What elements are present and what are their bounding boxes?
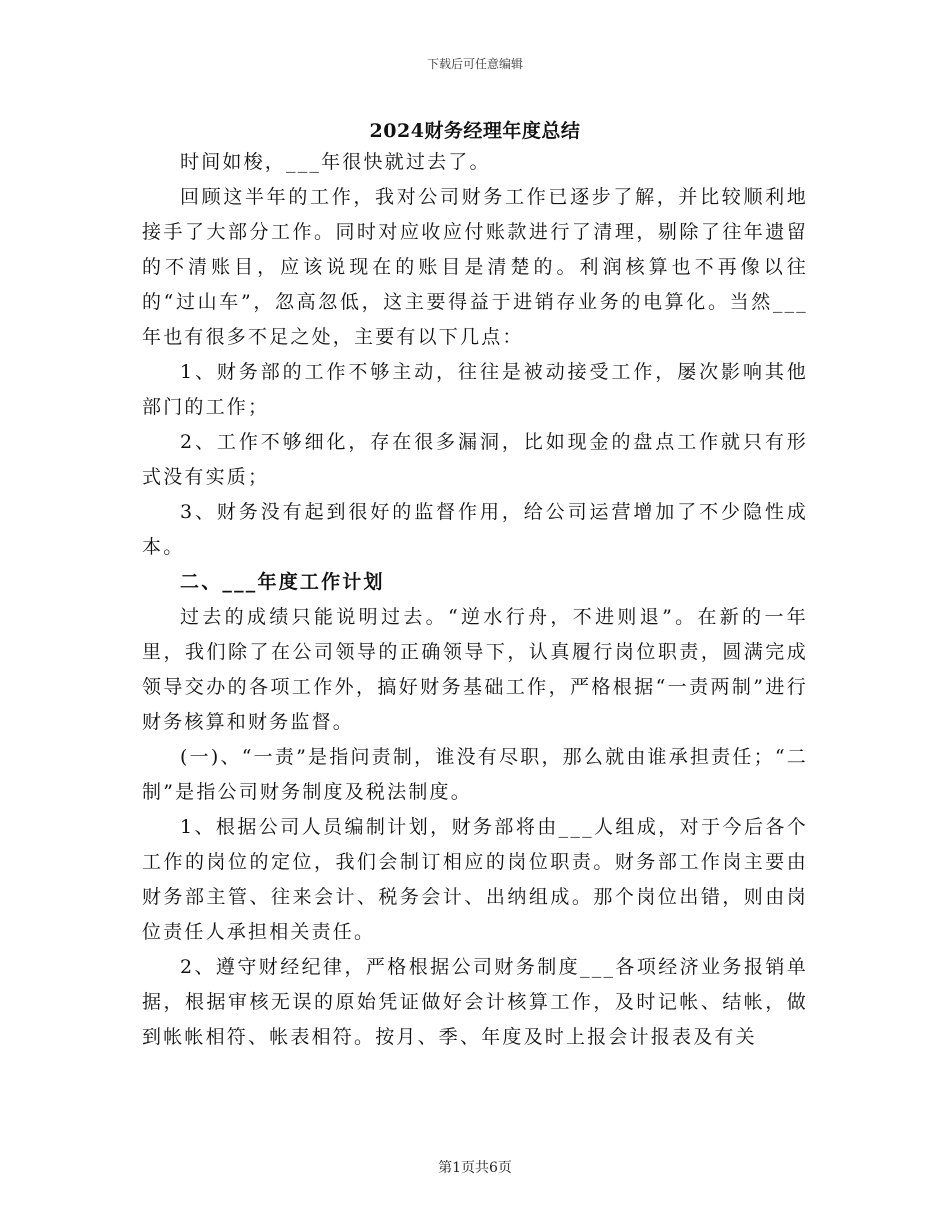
paragraph-staffing: 1、根据公司人员编制计划，财务部将由___人组成，对于今后各个工作的岗位的定位，我们会制订相应的岗位职责。财务部工作岗主要由财务部主管、往来会计、税务会计、出纳组成。那个岗位出错，则由岗位责任人承担相关责任。: [142, 816, 808, 943]
paragraph-plan-intro: 过去的成绩只能说明过去。“逆水行舟，不进则退”。在新的一年里，我们除了在公司领导的正确领导下，认真履行岗位职责，圆满完成领导交办的各项工作外，搞好财务基础工作，严格根据“一责两制”进行财务核算和财务监督。: [142, 606, 808, 733]
document-body: [142, 145, 808, 1055]
paragraph-intro: 时间如梭，___年很快就过去了。: [180, 151, 491, 173]
paragraph-shortcoming-3: 3、财务没有起到很好的监督作用，给公司运营增加了不少隐性成本。: [142, 501, 808, 558]
document-title: 2024财务经理年度总结: [369, 120, 581, 142]
page-header-note: 下载后可任意编辑: [426, 57, 523, 71]
page-number: 第1页共6页: [438, 1160, 512, 1176]
paragraph-shortcoming-1: 1、财务部的工作不够主动，往往是被动接受工作，屡次影响其他部门的工作；: [142, 361, 808, 418]
paragraph-shortcoming-2: 2、工作不够细化，存在很多漏洞，比如现金的盘点工作就只有形式没有实质；: [142, 431, 808, 488]
paragraph-discipline: 2、遵守财经纪律，严格根据公司财务制度___各项经济业务报销单据，根据审核无误的原始凭证做好会计核算工作，及时记帐、结帐，做到帐帐相符、帐表相符。按月、季、年度及时上报会计报表及有关: [142, 956, 808, 1048]
section-heading-plan: 二、___年度工作计划: [180, 571, 385, 593]
paragraph-review: 回顾这半年的工作，我对公司财务工作已逐步了解，并比较顺利地接手了大部分工作。同时对应收应付账款进行了清理，剔除了往年遗留的不清账目，应该说现在的账目是清楚的。利润核算也不再像以往的“过山车”，忽高忽低，这主要得益于进销存业务的电算化。当然___年也有很多不足之处，主要有以下几点：: [142, 186, 808, 348]
paragraph-plan-1: (一)、“一责”是指问责制，谁没有尽职，那么就由谁承担责任；“二制”是指公司财务制度及税法制度。: [142, 746, 808, 803]
